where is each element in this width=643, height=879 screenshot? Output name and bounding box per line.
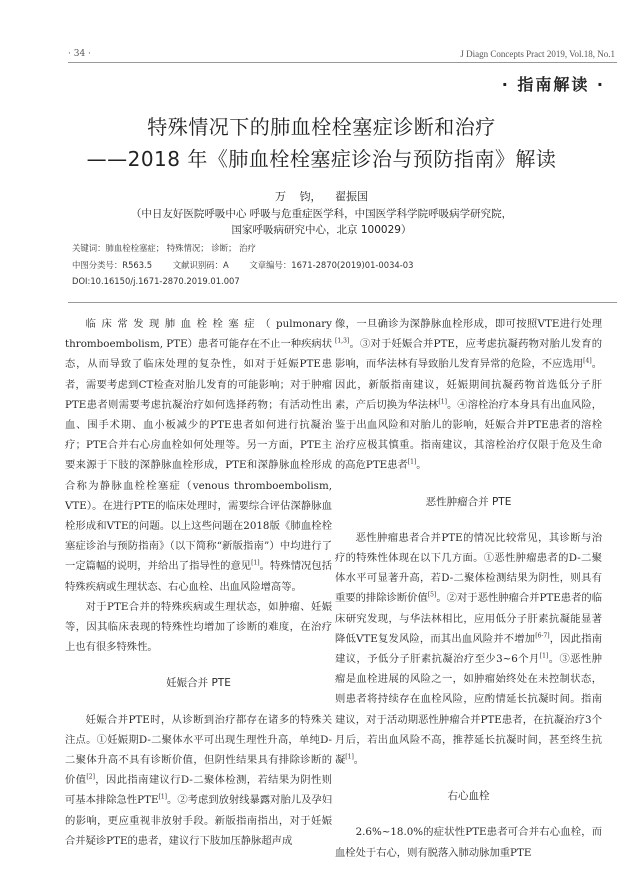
tumor-text-d: 。③恶性肿瘤是血栓进展的风险之一，如肿瘤始终处在未控制状态，则患者将持续存在血栓风险，应酌情延长抗凝时间。指南建议，对于活动期恶性肿瘤合并PTE患者，在抗凝治疗3个月后，若出血风险不高，推荐延长抗凝时间，甚至终生抗凝 xyxy=(335,653,603,767)
preg-cont-b: 。③对于妊娠合并PTE，应考虑抗凝药物对胎儿发育的影响，而华法林有导致胎儿发育异常的危险，不应选用 xyxy=(335,338,602,371)
affiliation-line1: （中日友好医院呼吸中心 呼吸与危重症医学科，中国医学科学院呼吸病学研究院， xyxy=(130,208,513,220)
preg-cont-c: 。因此，新版指南建议，妊娠期间抗凝药物首选低分子肝素，产后切换为华法林 xyxy=(335,358,603,411)
right-heart-paragraph: 2.6%~18.0%的症状性PTE患者可合并右心血栓，而血栓处于右心，则有脱落入肺动脉加重PTE xyxy=(335,826,602,859)
clc-number: 中图分类号：R563.5 xyxy=(72,260,153,270)
citation: [1] xyxy=(251,560,260,568)
intro-text-end: 。特殊情况包括特殊疾病或生理状态、右心血栓、出血风险增高等。 xyxy=(65,560,333,593)
citation: [4] xyxy=(583,357,592,365)
intro-paragraph-1 xyxy=(65,314,332,597)
left-column xyxy=(65,314,332,851)
citation: [2] xyxy=(86,773,95,781)
article-number: 文章编号：1671-2870(2019)01-0034-03 xyxy=(249,260,414,270)
citation: [1] xyxy=(158,794,167,802)
citation: [1] xyxy=(407,459,417,466)
preg-cont-d: 。④溶栓治疗本身具有出血风险，鉴于出血风险和对胎儿的影响，妊娠合并PTE患者的溶栓治疗应极其慎重。指南建议，其溶栓治疗仅限于危及生命的高危PTE患者 xyxy=(335,398,603,472)
pregnancy-paragraph xyxy=(65,710,332,851)
preg-cont-e: 。 xyxy=(416,459,427,472)
tumor-text-b: 。②对于恶性肿瘤合并PTE患者的临床研究发现，与华法林相比，应用低分子肝素抗凝能显著降低VTE复发风险，而其出血风险并不增加 xyxy=(335,592,603,645)
tumor-text-a: 恶性肿瘤患者合并PTE的情况比较常见，其诊断与治疗的特殊性体现在以下几方面。①恶性肿瘤患者的D-二聚体水平可显著升高，若D-二聚体检测结果为阴性，则具有重要的排除诊断价值 xyxy=(335,531,602,605)
header-rule xyxy=(68,62,617,63)
preg-text-a: 妊娠合并PTE时，从诊断到治疗都存在诸多的特殊关注点。①妊娠期D-二聚体水平可出现生理性升高，单纯D-二聚体升高不具有诊断价值，但阴性结果具有排除诊断的价值 xyxy=(65,713,332,787)
section-heading-pregnancy: 妊娠合并 PTE xyxy=(166,677,231,690)
affiliation-line2: 国家呼吸病研究中心，北京 100029） xyxy=(231,224,412,236)
article-title-line1: 特殊情况下的肺血栓栓塞症诊断和治疗 xyxy=(147,115,496,139)
tumor-paragraph xyxy=(335,528,602,770)
preg-text-c: 。②考虑到放射线暴露对胎儿及孕妇的影响，更应重视非放射手段。新版指南指出，对于妊娠合并疑诊PTE的患者，建议行下肢加压静脉超声成 xyxy=(65,794,332,847)
preg-cont-a: 像，一旦确诊为深静脉血栓形成，即可按照VTE进行处理 xyxy=(335,318,602,330)
page-number: · 34 · xyxy=(68,49,91,59)
citation: [6-7] xyxy=(535,632,550,640)
section-heading-tumor: 恶性肿瘤合并 PTE xyxy=(425,495,512,508)
citation: [1,3] xyxy=(335,337,350,345)
intro-paragraph-2: 对于PTE合并的特殊疾病或生理状态，如肿瘤、妊娠等，因其临床表现的特殊性均增加了诊断的难度，在治疗上也有很多特殊性。 xyxy=(65,600,332,654)
intro-text: 临床常发现肺血栓栓塞症（pulmonary thromboembolism, PTE）患者可能存在不止一种疾病状态，从而导致了临床处理的复杂性，如对于妊娠PTE患者，需要考虑到CT检查对胎儿发育的可能影响；对于肿瘤PTE患者则需要考虑抗凝治疗如何选择药物；有活动性出血、围手术期、血小板减少的PTE患者如何进行抗凝治疗；PTE合并右心房血栓如何处理等。另一方面，PTE主要来源于下肢的深静脉血栓形成，PTE和深静脉血栓形成合称为静脉血栓栓塞症（venous thromboembolism, VTE）。在进行PTE的临床处理时，需要综合评估深静脉血栓形成和VTE的问题。以上这些问题在2018版《肺血栓栓塞症诊治与预防指南》（以下简称“新版指南”）中均进行了一定篇幅的说明，并给出了指导性的意见 xyxy=(65,318,332,573)
keywords: 关键词：肺血栓栓塞症； 特殊情况； 诊断； 治疗 xyxy=(72,243,256,253)
citation: [1] xyxy=(438,398,447,406)
right-column xyxy=(335,314,602,863)
document-code: 文献识别码：A xyxy=(172,260,229,270)
citation: [1] xyxy=(345,753,354,761)
tumor-text-e: 。 xyxy=(353,754,365,767)
citation: [1] xyxy=(539,652,549,660)
preg-text-b: ，因此指南建议行D-二聚体检测，若结果为阴性则可基本排除急性PTE xyxy=(65,774,332,807)
authors: 万 钧， 翟振国 xyxy=(275,190,368,203)
article-title-line2: ——2018 年《肺血栓栓塞症诊治与预防指南》解读 xyxy=(86,147,557,171)
doi: DOI:10.16150/j.1671-2870.2019.01.007 xyxy=(72,276,240,286)
citation: [5] xyxy=(427,592,437,600)
pregnancy-paragraph-cont xyxy=(335,314,602,476)
section-tag: · 指南解读 · xyxy=(501,75,605,94)
tumor-text-c: ，因此指南建议，予低分子肝素抗凝治疗至少3~6个月 xyxy=(335,632,602,666)
classification-line xyxy=(72,259,413,271)
section-heading-right-heart: 右心血栓 xyxy=(447,790,490,803)
journal-citation: J Diagn Concepts Pract 2019, Vol.18, No.1 xyxy=(460,49,615,59)
abstract-rule xyxy=(68,302,617,303)
